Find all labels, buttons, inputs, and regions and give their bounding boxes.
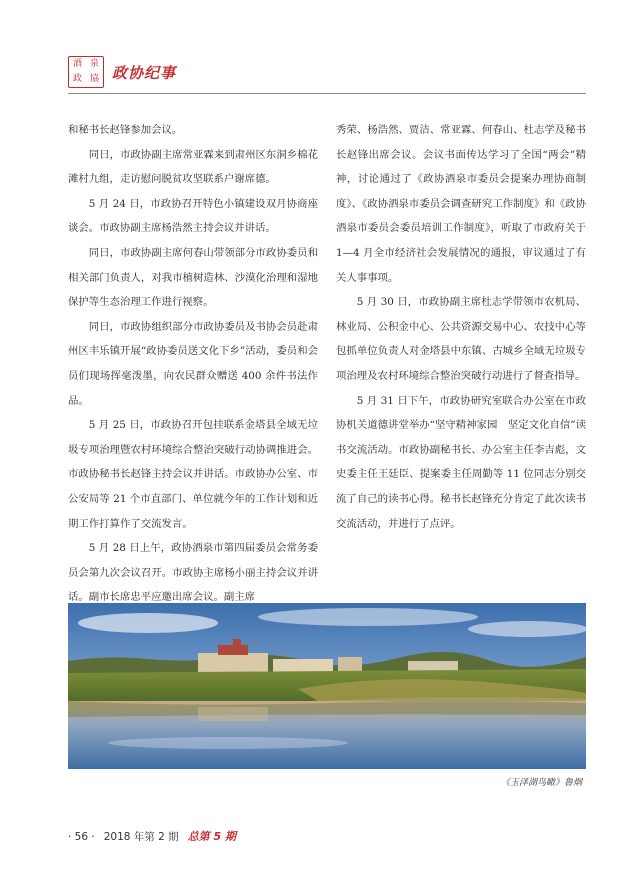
paragraph: 5 月 25 日，市政协召开包挂联系金塔县全域无垃圾专项治理暨农村环境综合整治突破行动协调推进会。市政协秘书长赵锋主持会议并讲话。市政协办公室、市公安局等 21 个市直部门、单位就今年的工作计划和近期工作打算作了交流发言。 (68, 419, 318, 530)
logo-char: 泉 (89, 59, 99, 69)
paragraph: 5 月 28 日上午，政协酒泉市第四届委员会常务委员会第九次会议召开。市政协主席杨小丽主持会议并讲话。副市长席忠平应邀出席会议。副主席 (68, 542, 318, 604)
masthead-logo (68, 56, 104, 88)
paragraph: 和秘书长赵锋参加会议。 (68, 124, 183, 136)
paragraph: 同日，市政协组织部分市政协委员及书协会员赴肃州区丰乐镇开展“政协委员送文化下乡”活动，委员和会员们现场挥毫泼墨，向农民群众赠送 400 余件书法作品。 (68, 320, 318, 407)
page-footer (68, 828, 236, 844)
logo-char: 協 (89, 74, 99, 84)
paragraph: 同日，市政协副主席常亚霖来到肃州区东洞乡棉花滩村九组，走访慰问脱贫攻坚联系户谢席德。 (68, 148, 318, 186)
paragraph: 秀荣、杨浩然、贾洁、常亚霖、何春山、杜志学及秘书长赵锋出席会议。会议书面传达学习了全国“两会”精神，讨论通过了《政协酒泉市委员会提案办理协商制度》、《政协酒泉市委员会调查研究工作制度》和《政协酒泉市委员会委员培训工作制度》，听取了市政府关于 1—4 月全市经济社会发展情况的通报，审议通过了有关人事事项。 (336, 124, 586, 284)
photo-caption: 《玉泽湖鸟瞰》鲁炯 (500, 778, 582, 788)
magazine-issue-total: 总第 5 期 (187, 830, 236, 843)
issue-label: 2018 年第 2 期 (103, 831, 179, 843)
lake-panorama-photo (68, 603, 586, 769)
paragraph: 同日，市政协副主席何春山带领部分市政协委员和相关部门负责人，对我市植树造林、沙漠化治理和湿地保护等生态治理工作进行视察。 (68, 246, 318, 309)
logo-char: 政 (72, 74, 82, 84)
paragraph: 5 月 30 日，市政协副主席杜志学带领市农机局、林业局、公积金中心、公共资源交易中心、农技中心等包抓单位负责人对金塔县中东镇、古城乡全域无垃圾专项治理及农村环境综合整治突破行动进行了督查指导。 (336, 296, 586, 382)
left-column (68, 118, 318, 610)
logo-char: 酒 (72, 59, 82, 69)
header-divider (68, 93, 586, 94)
paragraph: 5 月 24 日，市政协召开特色小镇建设双月协商座谈会。市政协副主席杨浩然主持会议并讲话。 (68, 197, 318, 235)
page-number: · 56 · (68, 831, 95, 843)
paragraph: 5 月 31 日下午，市政协研究室联合办公室在市政协机关道德讲堂举办“坚守精神家园 坚定文化自信”读书交流活动。市政协副秘书长、办公室主任李吉彪，文史委主任王廷臣、提案委主任周勤等 11 位同志分别交流了自己的读书心得。秘书长赵锋充分肯定了此次读书交流活动，并进行了点评。 (336, 394, 586, 530)
section-title: 政协纪事 (112, 64, 177, 82)
right-column (336, 118, 586, 536)
